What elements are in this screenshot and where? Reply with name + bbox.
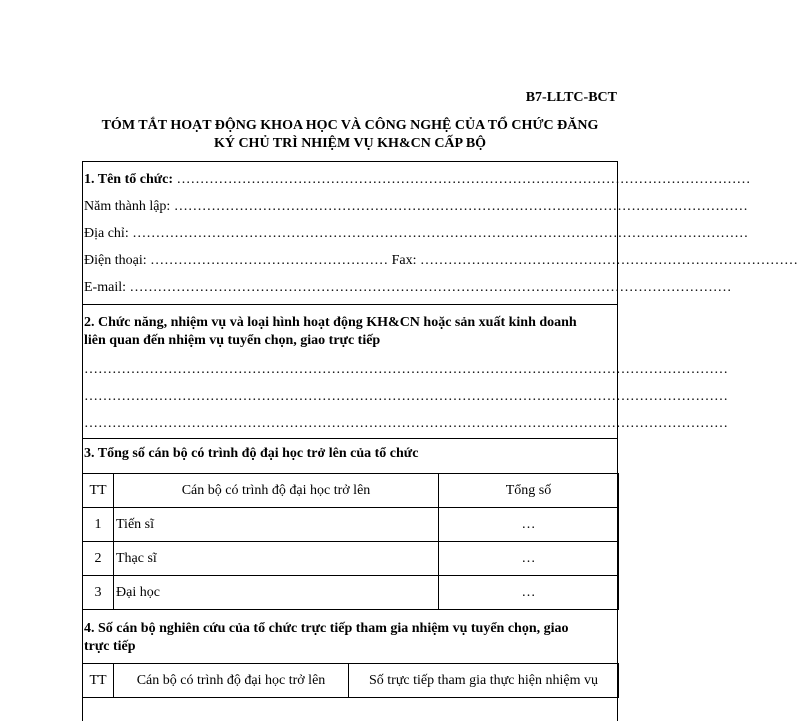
table-header-row	[83, 474, 619, 508]
row-tt: 1	[83, 508, 114, 542]
address-line: Địa chỉ: ……………………………………………………………………………………………………………………	[84, 226, 749, 241]
row-label: Đại học	[114, 576, 439, 610]
functions-heading-line-2: liên quan đến nhiệm vụ tuyển chọn, giao trực tiếp	[84, 333, 381, 348]
functions-heading	[84, 314, 611, 350]
functions-heading-line-1: 2. Chức năng, nhiệm vụ và loại hình hoạt động KH&CN hoặc sản xuất kinh doanh	[84, 315, 577, 330]
row-tt: 3	[83, 576, 114, 610]
title-line-2: KÝ CHỦ TRÌ NHIỆM VỤ KH&CN CẤP BỘ	[213, 136, 487, 151]
founded-label: Năm thành lập:	[84, 199, 171, 214]
dotted-line: …………………………………………………………………………………………………………………………	[84, 416, 728, 431]
col-staff: Cán bộ có trình độ đại học trở lên	[114, 474, 439, 508]
row-tt: 2	[83, 542, 114, 576]
dotted-line: …………………………………………………………………………………………………………………………	[84, 362, 728, 377]
col-staff: Cán bộ có trình độ đại học trở lên	[114, 664, 349, 698]
address-label: Địa chỉ:	[84, 226, 129, 241]
table-row	[83, 542, 619, 576]
table-header-row	[83, 664, 619, 698]
section-org-info	[83, 162, 798, 305]
row-total: …	[439, 508, 619, 542]
table-row	[83, 576, 619, 610]
research-staff-heading-line-1: 4. Số cán bộ nghiên cứu của tổ chức trực tiếp tham gia nhiệm vụ tuyển chọn, giao	[84, 621, 569, 636]
phone-fax-line: Điện thoại: …………………………………………… Fax: ………………………………………………………………………	[84, 253, 798, 268]
form-code: B7-LLTC-BCT	[525, 90, 617, 105]
org-name-line: 1. Tên tổ chức: ……………………………………………………………………………………………………………	[84, 172, 751, 187]
dotted-line: …………………………………………………………………………………………………………………………	[84, 389, 728, 404]
col-tt: TT	[83, 664, 114, 698]
research-staff-heading-line-2: trực tiếp	[84, 639, 136, 654]
staff-total-heading: 3. Tổng số cán bộ có trình độ đại học trở lên của tổ chức	[84, 446, 419, 461]
research-staff-heading	[84, 620, 611, 656]
row-label: Tiến sĩ	[114, 508, 439, 542]
founded-line: Năm thành lập: ……………………………………………………………………………………………………………	[84, 199, 748, 214]
page-title	[82, 117, 618, 153]
fax-label: Fax:	[391, 253, 417, 268]
table-row	[83, 508, 619, 542]
section-functions	[83, 304, 728, 439]
row-label: Thạc sĩ	[114, 542, 439, 576]
staff-total-table	[82, 473, 619, 610]
research-staff-table	[82, 663, 619, 698]
form-box	[82, 161, 798, 721]
email-label: E-mail:	[84, 280, 126, 295]
col-tt: TT	[83, 474, 114, 508]
col-direct: Số trực tiếp tham gia thực hiện nhiệm vụ	[349, 664, 619, 698]
title-line-1: TÓM TẮT HOẠT ĐỘNG KHOA HỌC VÀ CÔNG NGHỆ CỦA TỔ CHỨC ĐĂNG	[101, 118, 599, 133]
col-total: Tổng số	[439, 474, 619, 508]
row-total: …	[439, 542, 619, 576]
email-line: E-mail: …………………………………………………………………………………………………………………	[84, 280, 732, 295]
section-staff-total	[83, 438, 617, 608]
section-research-staff	[83, 608, 617, 721]
org-name-label: 1. Tên tổ chức:	[84, 172, 174, 187]
row-total: …	[439, 576, 619, 610]
phone-label: Điện thoại:	[84, 253, 147, 268]
